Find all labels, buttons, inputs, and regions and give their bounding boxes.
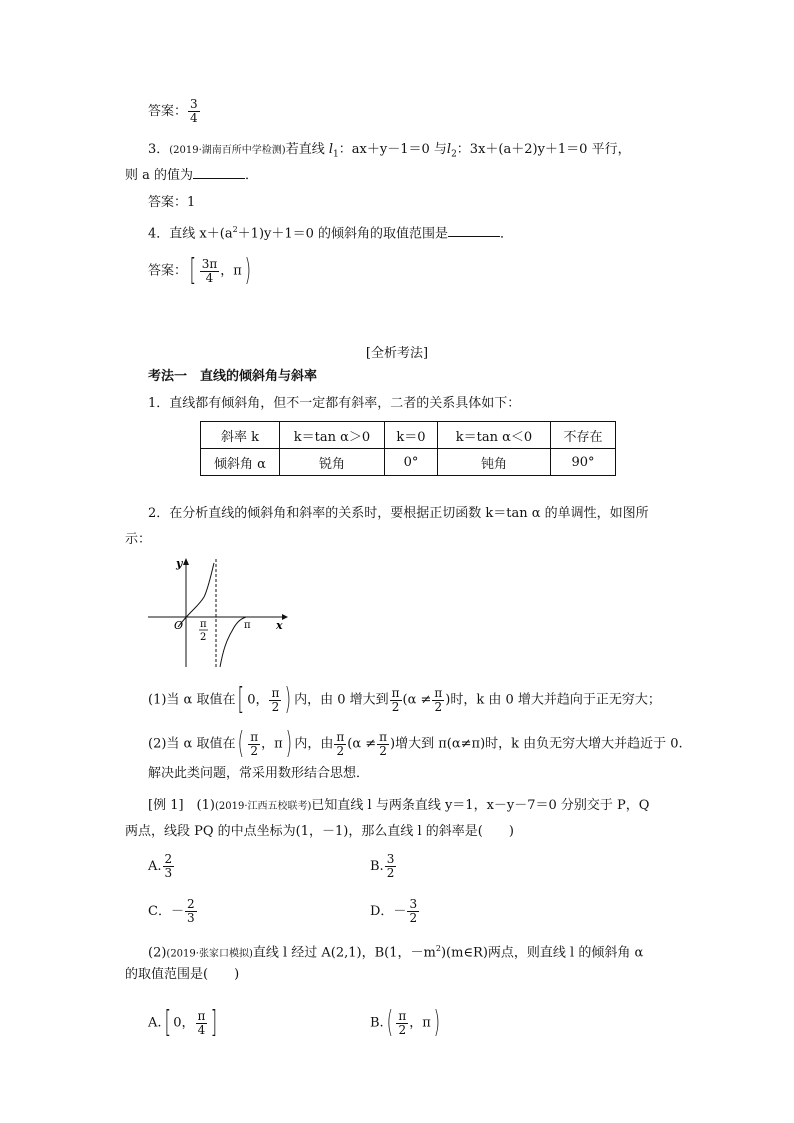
option-B-2[interactable]: B.( $\frac{\pi}{2}$ ，π) [370,1005,440,1040]
tangent-graph [148,555,288,670]
method-heading: 考法一 直线的倾斜角与斜率 [148,369,318,384]
paragraph-2-line2: 示： [125,532,152,547]
case-3: 解决此类问题，常采用数形结合思想． [148,766,370,781]
question-4: 4．直线 $x+(a^2+1)y+1=0$ 的倾斜角的取值范围是 ． [148,225,514,242]
answer-4: 答案：[ $\frac{3\pi}{4}$ ，π) [148,253,251,288]
table-row: 倾斜角 α 锐角 0° 钝角 90° [201,449,616,476]
answer-3: 答案：1 [148,195,196,210]
example-2-line2: 的取值范围是( ) [125,967,240,982]
option-C[interactable]: C．－ $\frac{2}{3}$ [148,897,195,925]
example-1: [例 1] (1)(2019·江西五校联考)已知直线 l 与两条直线 y＝1，x－y－7＝0 分别交于 P，Q [148,798,650,813]
option-D[interactable]: D．－ $\frac{3}{2}$ [370,897,418,925]
table-row: 斜率 k k＝tan α＞0 k＝0 k＝tan α＜0 不存在 [201,422,616,449]
example-1-line2: 两点，线段 PQ 的中点坐标为(1，－1)，那么直线 l 的斜率是( ) [125,824,514,839]
tick-pi-half-num: π [200,619,207,630]
question-3: 3．(2019·湖南百所中学检测)若直线 $l_1$：ax＋y－1＝0 与$l_2$：3x＋(a＋2)y＋1＝0 平行， [148,142,631,160]
slope-angle-table [200,421,616,476]
answer-blank [193,166,245,179]
option-A-2[interactable]: A.[ 0， $\frac{\pi}{4}$ ] [148,1005,218,1040]
tick-pi: π [244,620,251,631]
y-axis-label: y [176,557,183,570]
case-2: (2)当 α 取值在( $\frac{\pi}{2}$ ，π) 内，由 $\frac{\pi}{2}$ (α ≠ $\frac{\pi}{2}$ )增大到 π(α≠π)时，k 由负无穷大增大并趋近于 0. [148,726,683,761]
origin-label: O [174,619,184,632]
tick-pi-half-den: 2 [200,632,207,643]
case-1: (1)当 α 取值在[ 0， $\frac{\pi}{2}$ ) 内，由 0 增大到 $\frac{\pi}{2}$ (α ≠ $\frac{\pi}{2}$ )时，k 由 0 增大并趋向于正无穷大； [148,682,661,717]
x-axis-label: x [276,619,283,632]
question-3-line2: 则 a 的值为 ． [125,168,259,183]
option-B[interactable]: B. $\frac{3}{2}$ [370,852,395,880]
paragraph-1: 1．直线都有倾斜角，但不一定都有斜率，二者的关系具体如下： [148,396,521,411]
fraction: $\frac{3}{4}$ [190,97,198,125]
paragraph-2: 2．在分析直线的倾斜角和斜率的关系时，要根据正切函数 k＝tan α 的单调性，如图所 [148,506,649,521]
section-title: [全析考法] [365,346,429,361]
option-A[interactable]: A. $\frac{2}{3}$ [148,852,173,880]
example-2: (2)(2019·张家口模拟)直线 l 经过 A(2,1)，B(1，$-m^2)(m\in R)$两点，则直线 l 的倾斜角 α [148,944,644,961]
answer-2: 答案： $\frac{3}{4}$ [148,97,198,125]
answer-blank [448,224,500,237]
